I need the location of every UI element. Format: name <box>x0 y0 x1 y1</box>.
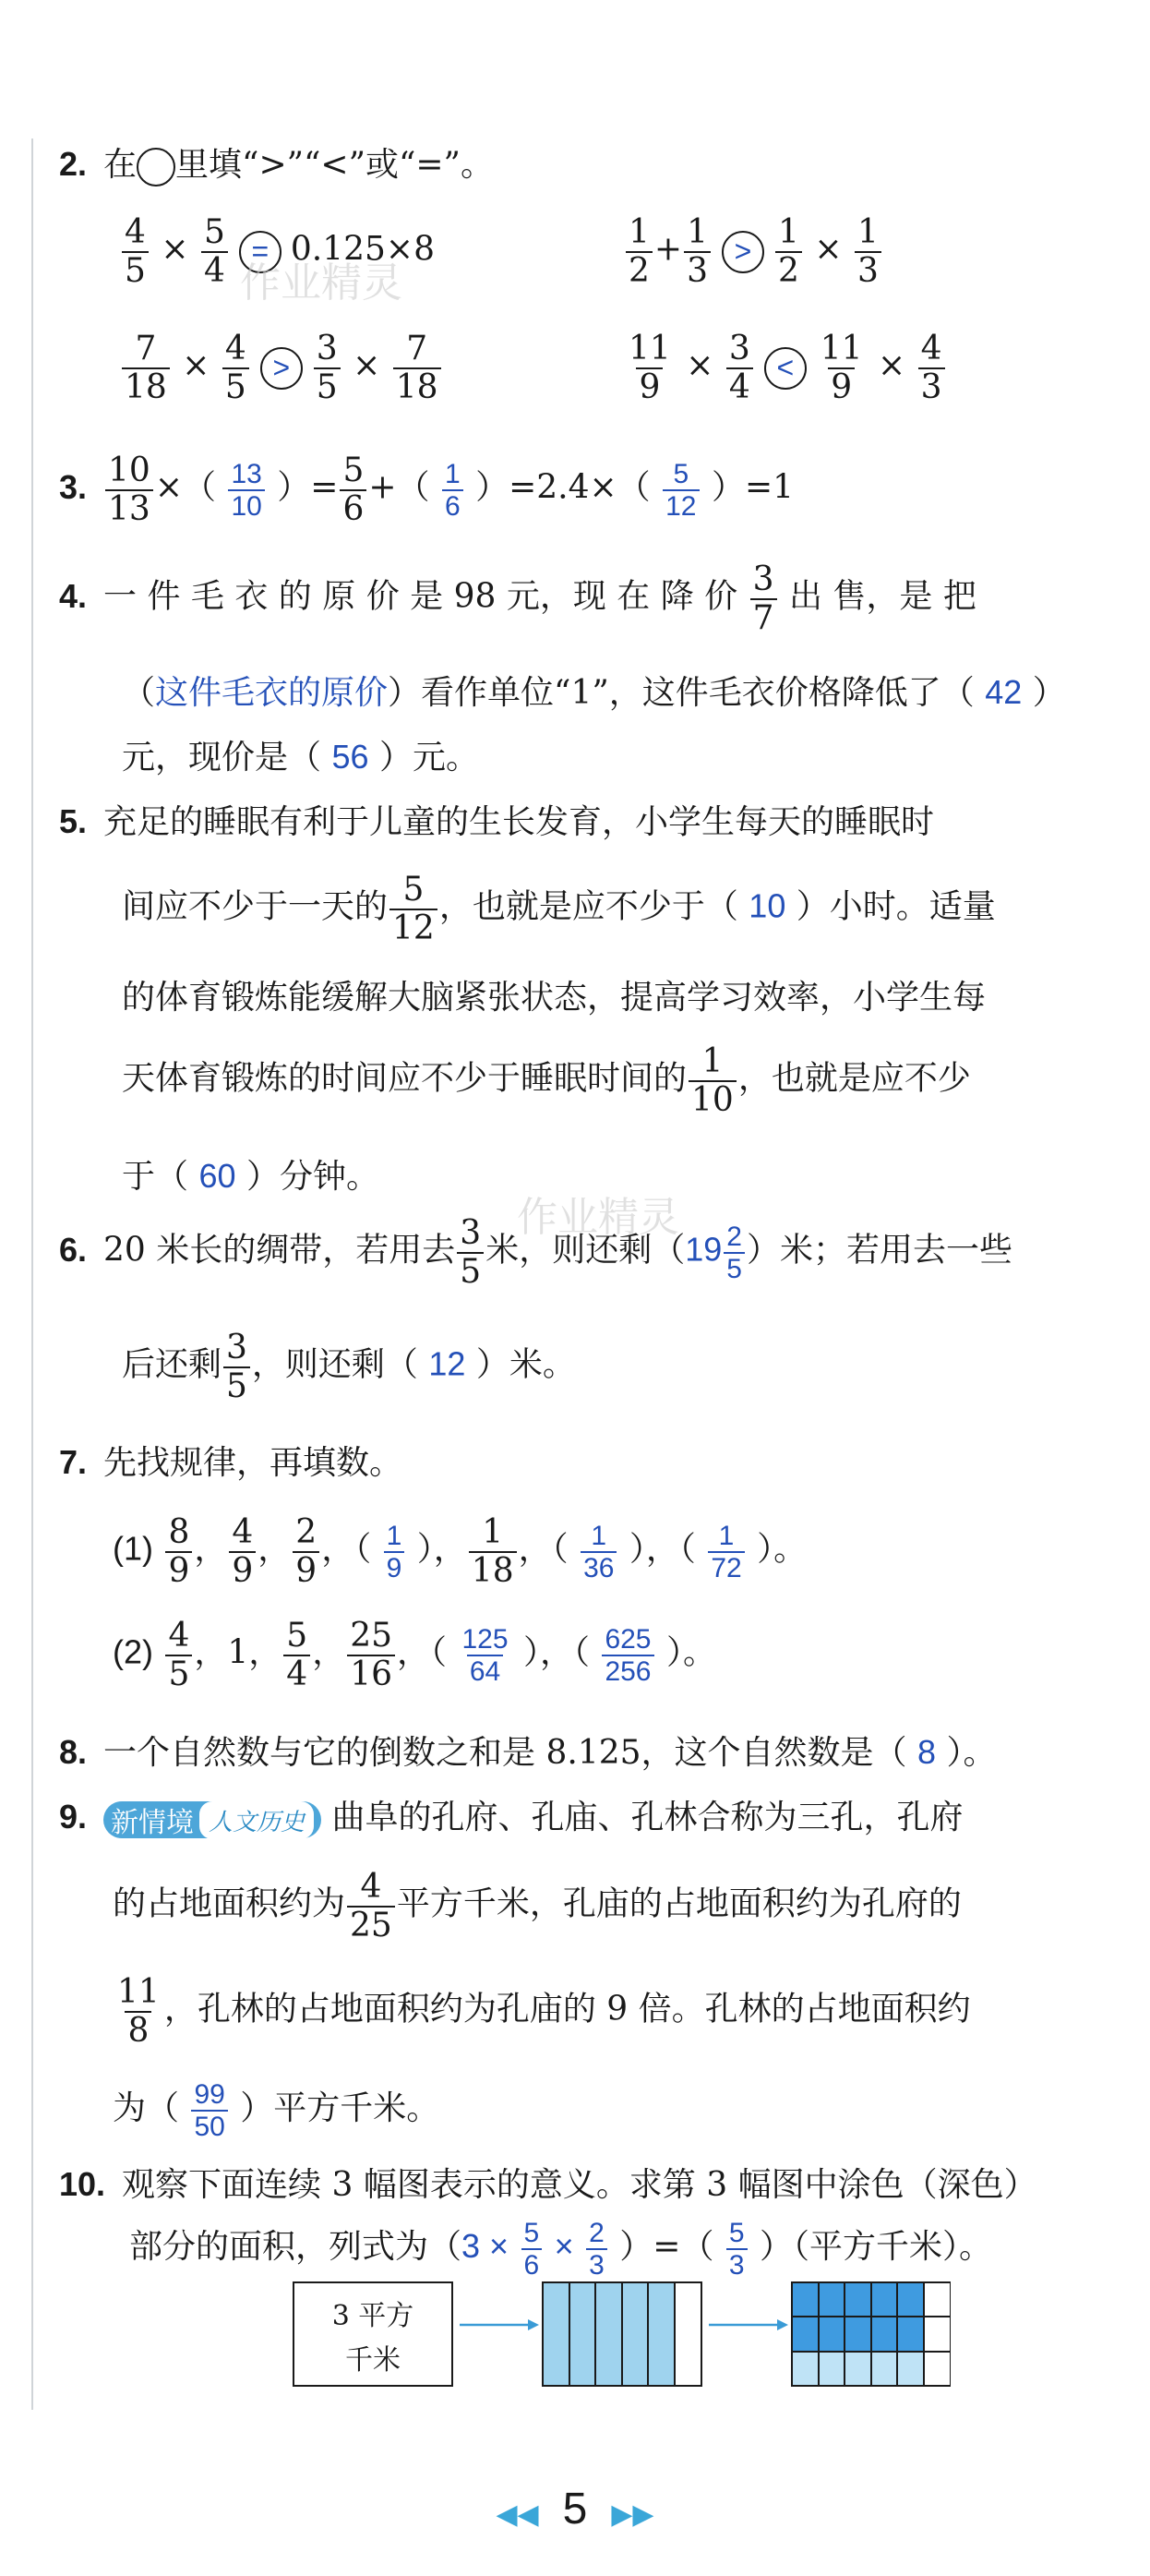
question-2 <box>59 138 494 187</box>
q10-line2: 部分的面积，列式为（3 × $\frac{5}{6}$ × $\frac{2}{3}$ ）=（ $\frac{5}{3}$ ）（平方千米）。 <box>129 2218 993 2281</box>
next-arrow-icon: ▶▶ <box>611 2499 654 2530</box>
figure-3 <box>792 2282 951 2386</box>
q4-line3: 元，现价是（ 56 ）元。 <box>122 738 479 776</box>
q4-line2: （这件毛衣的原价）看作单位“1”，这件毛衣价格降低了（ 42 ） <box>122 673 1066 712</box>
q5-line5: 于（ 60 ）分钟。 <box>122 1157 379 1196</box>
q5-line2: 间应不少于一天的 $\frac{5}{12}$ ，也就是应不少于（ 10 ）小时。适量 <box>122 871 996 947</box>
q2-row1-right: $\frac{1}{2}$ + $\frac{1}{3}$ > $\frac{1}{2}$ × $\frac{1}{3}$ <box>624 214 883 289</box>
box-label-1: 3 平方 <box>331 2300 414 2332</box>
question-3: 3. $\frac{10}{13}$ ×（ $\frac{13}{10}$ ）= $\frac{5}{6}$ +（ $\frac{1}{6}$ ）=2.4×（ $\frac{5}{12}$ ）=1 <box>59 451 795 528</box>
prev-arrow-icon: ◀◀ <box>496 2499 539 2530</box>
q6-line2: 后还剩 $\frac{3}{5}$ ，则还剩（ 12 ）米。 <box>122 1329 576 1405</box>
q2-text-pre: 在 <box>103 146 138 184</box>
margin-line <box>31 138 33 2410</box>
new-context-tag: 新情境 人文历史 <box>103 1801 321 1838</box>
q2-r1a-rhs: 0.125×8 <box>290 230 436 269</box>
question-4: 4. 一 件 毛 衣 的 原 价 是 98 元，现 在 降 价 $\frac{3}{7}$ 出 售，是 把 <box>59 560 976 637</box>
box-label-2: 千米 <box>345 2344 401 2377</box>
page-number: 5 <box>562 2485 588 2534</box>
question-8: 8. 一个自然数与它的倒数之和是 8.125，这个自然数是（ 8 ）。 <box>59 1733 997 1772</box>
arrow-head-icon <box>528 2319 539 2330</box>
q2-row2-left: $\frac{7}{18}$ × $\frac{4}{5}$ > $\frac{3}{5}$ × $\frac{7}{18}$ <box>120 331 443 405</box>
answer-circle: > <box>722 231 764 273</box>
blank-circle-icon <box>137 148 175 187</box>
q9-line4: 为（ $\frac{99}{50}$ ）平方千米。 <box>113 2079 440 2142</box>
answer-circle: < <box>764 347 807 390</box>
question-6: 6. 20 米长的绸带，若用去 $\frac{3}{5}$ 米，则还剩（19 $\frac{2}{5}$ ）米；若用去一些 <box>59 1214 1012 1291</box>
q2-row1-left: $\frac{4}{5}$ × $\frac{5}{4}$ = 0.125×8 <box>120 214 435 289</box>
q9-line3: $\frac{11}{8}$ ，孔林的占地面积约为孔庙的 9 倍。孔林的占地面积约 <box>117 1973 971 2050</box>
q10-figure <box>286 2273 951 2393</box>
figure-2 <box>543 2282 701 2386</box>
question-10: 10. 观察下面连续 3 幅图表示的意义。求第 3 幅图中涂色（深色） <box>59 2165 1037 2204</box>
q5-line3: 的体育锻炼能缓解大脑紧张状态，提高学习效率，小学生每 <box>122 979 987 1017</box>
q9-line2: 的占地面积约为 $\frac{4}{25}$ 平方千米，孔庙的占地面积约为孔府的 <box>113 1868 962 1944</box>
question-number: 2. <box>59 145 88 183</box>
question-9: 9. 新情境 人文历史 曲阜的孔府、孔庙、孔林合称为三孔，孔府 <box>59 1798 964 1838</box>
watermark: 作业精灵 <box>240 260 402 306</box>
answer-circle: > <box>260 347 303 390</box>
answer-circle: = <box>239 231 282 273</box>
q2-text-post: 里填“>”“<”或“=”。 <box>175 146 494 184</box>
q7-part2: (2) $\frac{4}{5}$ ，1， $\frac{5}{4}$ ， $\frac{25}{16}$ ，（ $\frac{125}{64}$ ），（ $\frac{625}{256}$ ）。 <box>113 1617 716 1693</box>
q2-row2-right: $\frac{11}{9}$ × $\frac{3}{4}$ < $\frac{11}{9}$ × $\frac{4}{3}$ <box>624 331 947 405</box>
watermark: 作业精灵 <box>517 1195 679 1240</box>
q7-part1: (1) $\frac{8}{9}$ ， $\frac{4}{9}$ ， $\frac{2}{9}$ ，（ $\frac{1}{9}$ ）， $\frac{1}{18}$ ，（ $\frac{1}{36}$ ），（ $\frac{1}{72}$ ）。 <box>113 1513 808 1590</box>
arrow-head-icon <box>777 2319 788 2330</box>
q5-line4: 天体育锻炼的时间应不少于睡眠时间的 $\frac{1}{10}$ ，也就是应不少 <box>122 1042 971 1119</box>
question-7: 7. 先找规律，再填数。 <box>59 1443 403 1482</box>
page-footer <box>0 2484 1150 2534</box>
question-5: 5. 充足的睡眠有利于儿童的生长发育，小学生每天的睡眠时 <box>59 802 935 841</box>
